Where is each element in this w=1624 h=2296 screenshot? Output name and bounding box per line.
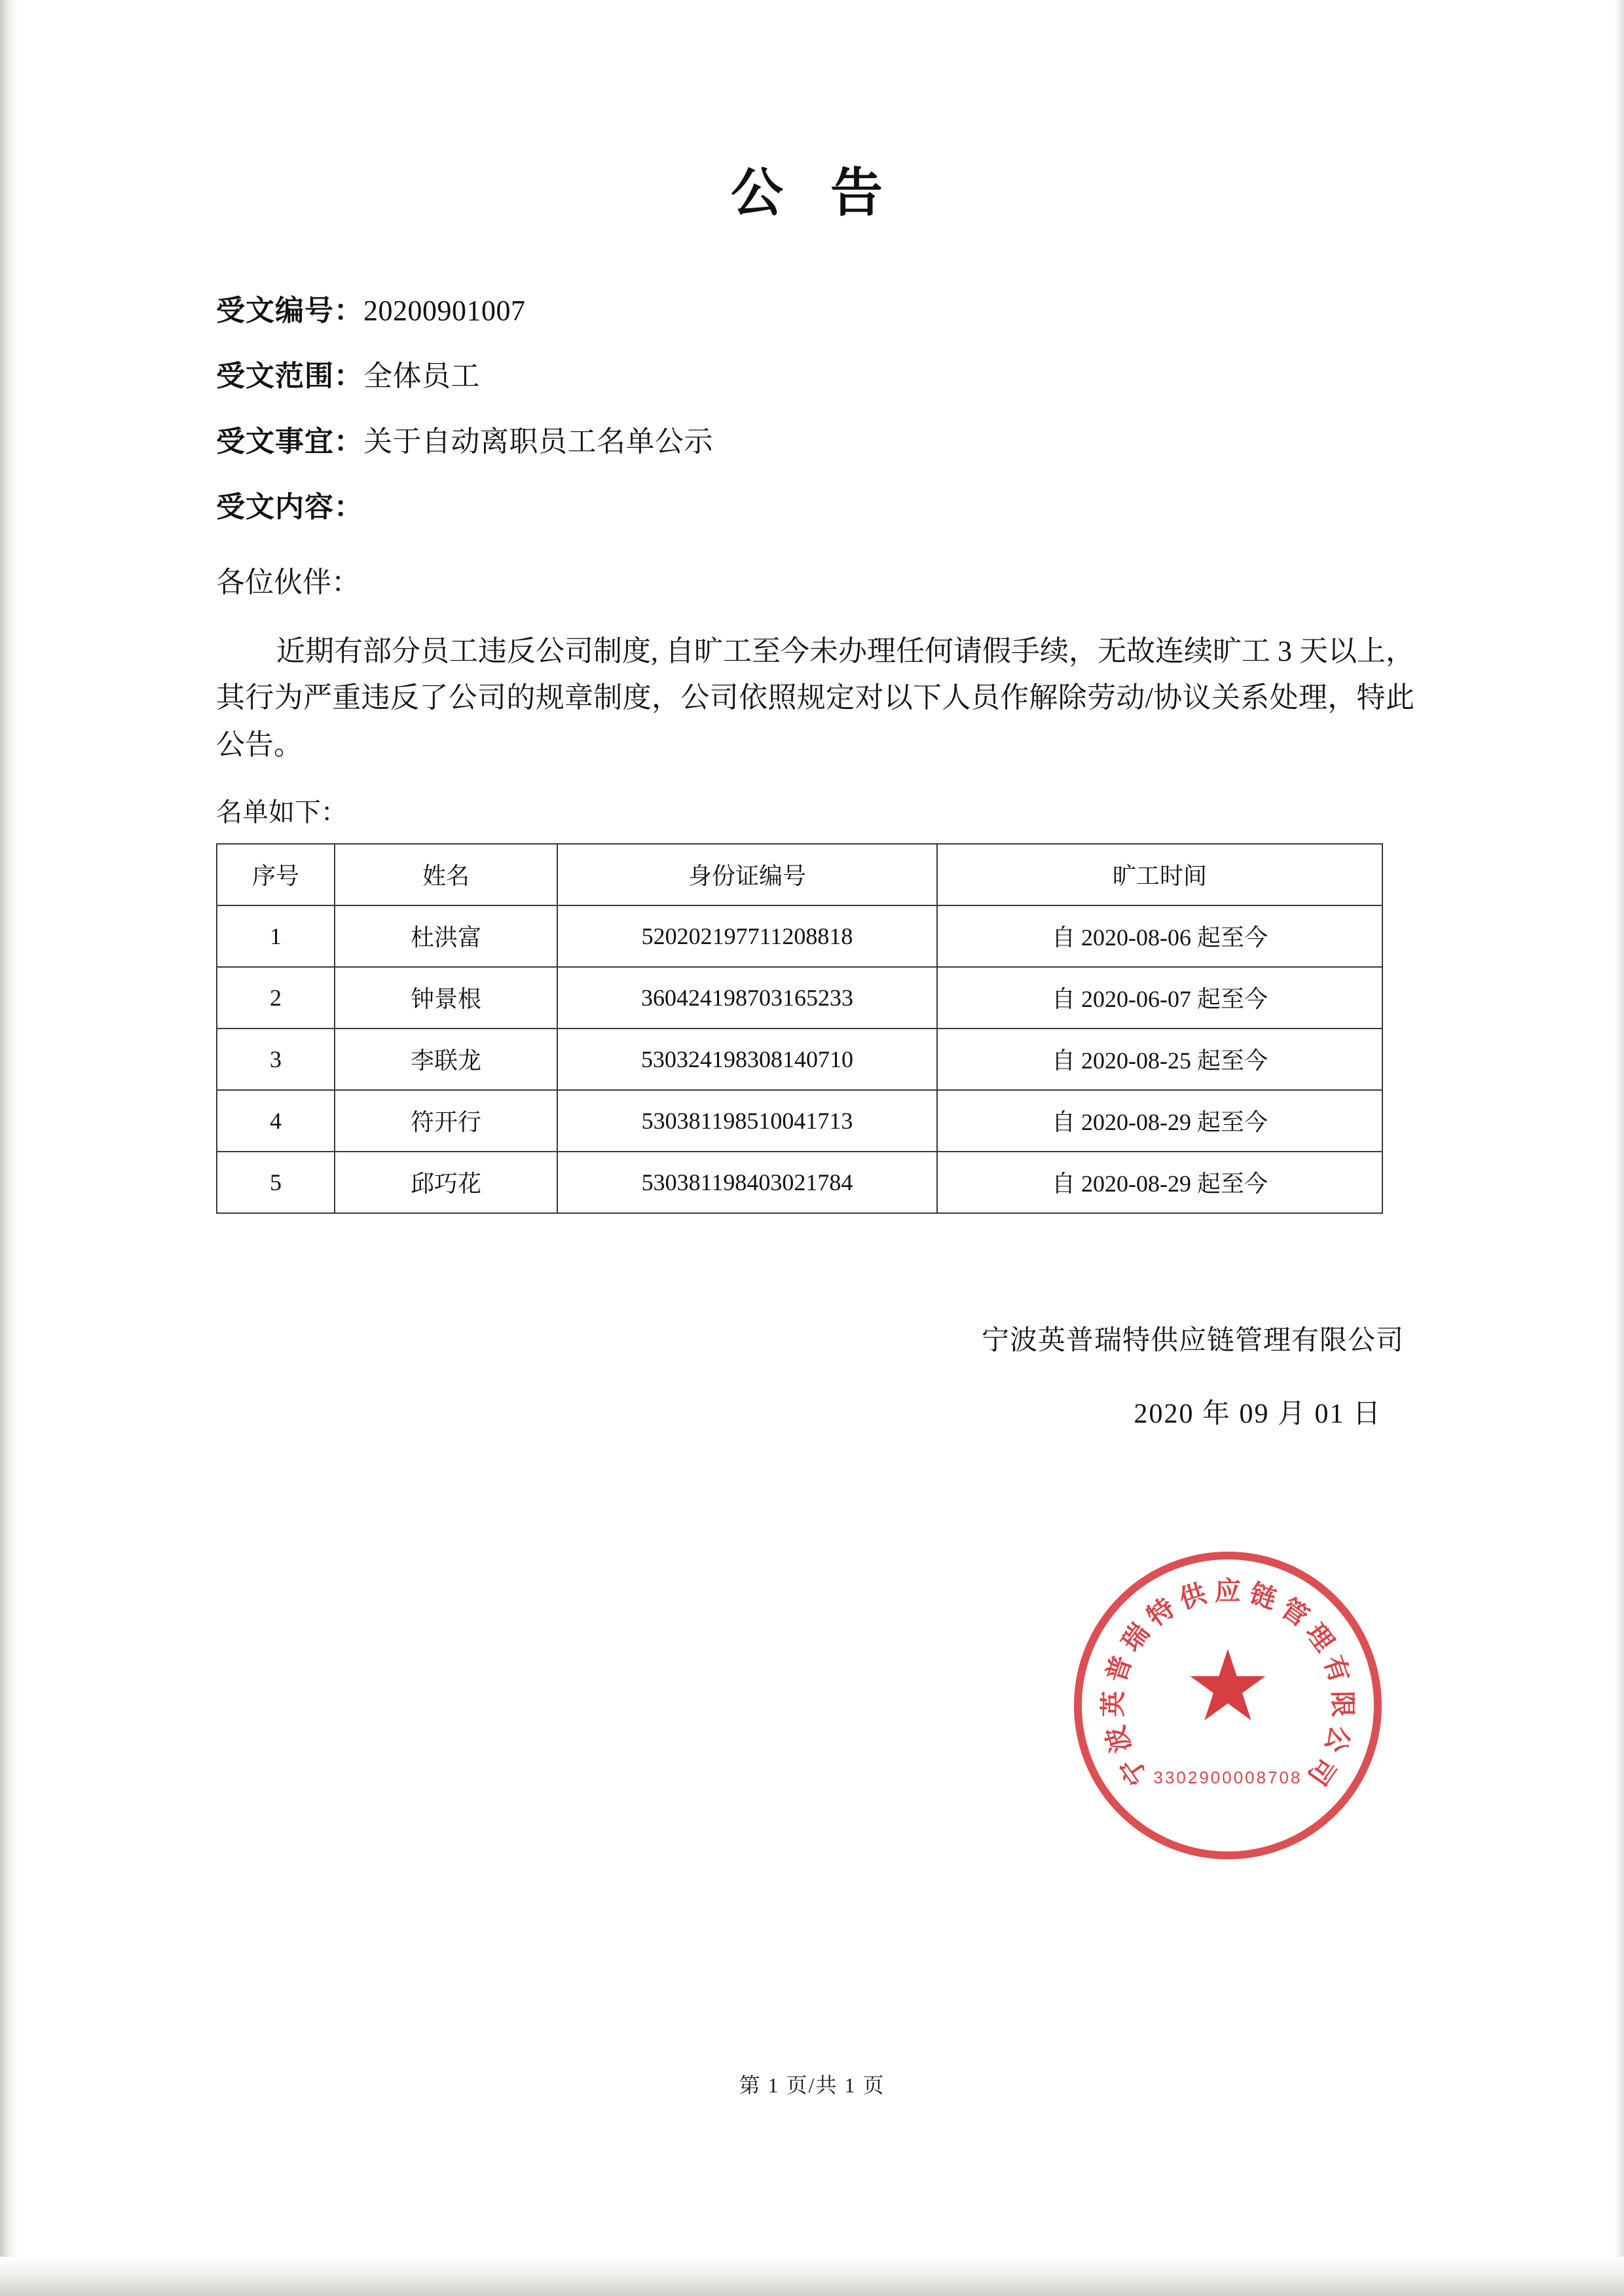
scan-edge-bottom (0, 2257, 1624, 2296)
field-doc-number (216, 297, 1414, 325)
cell-absence-time: 自 2020-08-29 起至今 (937, 1152, 1382, 1213)
field-doc-number-label: 受文编号： (216, 295, 363, 327)
table-row (217, 1090, 1382, 1152)
signature-date: 2020 年 09 月 01 日 (1134, 1398, 1382, 1429)
cell-absence-time: 自 2020-06-07 起至今 (937, 967, 1382, 1029)
seal-code: 3302900008708 (1153, 1768, 1302, 1787)
seal-arc-text: 宁 波 英 普 瑞 特 供 应 链 管 理 有 限 公 司 (1098, 1576, 1357, 1791)
cell-name: 杜洪富 (335, 905, 557, 967)
table-header-id: 身份证编号 (557, 844, 937, 905)
list-label: 名单如下： (216, 797, 347, 827)
field-subject (216, 428, 1414, 456)
field-subject-value: 关于自动离职员工名单公示 (363, 426, 713, 458)
field-scope (216, 362, 1414, 391)
table-row (217, 967, 1382, 1029)
field-doc-number-value: 20200901007 (363, 295, 526, 327)
cell-id: 530381198510041713 (557, 1090, 937, 1152)
field-scope-value: 全体员工 (363, 360, 480, 392)
table-row (217, 905, 1382, 967)
cell-index: 1 (217, 905, 335, 967)
body-paragraph: 近期有部分员工违反公司制度, 自旷工至今未办理任何请假手续，无故连续旷工 3 天以上，其行为严重违反了公司的规章制度，公司依照规定对以下人员作解除劳动/协议关系处理，特此公告。 (216, 635, 1414, 761)
cell-id: 530324198308140710 (557, 1029, 937, 1090)
table-header-name: 姓名 (335, 844, 557, 905)
cell-name: 邱巧花 (335, 1152, 557, 1213)
table-header-row (217, 844, 1382, 905)
cell-index: 5 (217, 1152, 335, 1213)
cell-name: 符开行 (335, 1090, 557, 1152)
field-subject-label: 受文事宜： (216, 426, 363, 458)
cell-absence-time: 自 2020-08-25 起至今 (937, 1029, 1382, 1090)
field-content (216, 493, 1414, 522)
cell-name: 钟景根 (335, 967, 557, 1029)
field-content-label: 受文内容： (216, 491, 363, 523)
field-scope-label: 受文范围： (216, 360, 363, 392)
page-title: 公 告 (731, 165, 900, 223)
cell-id: 530381198403021784 (557, 1152, 937, 1213)
cell-index: 2 (217, 967, 335, 1029)
cell-absence-time: 自 2020-08-29 起至今 (937, 1090, 1382, 1152)
page-footer: 第 1 页/共 1 页 (739, 2073, 885, 2097)
cell-index: 4 (217, 1090, 335, 1152)
scan-edge-right (1615, 0, 1624, 2296)
cell-id: 360424198703165233 (557, 967, 937, 1029)
salutation: 各位伙伴： (216, 566, 360, 598)
cell-name: 李联龙 (335, 1029, 557, 1090)
table-header-index: 序号 (217, 844, 335, 905)
star-icon: ★ (1183, 1632, 1272, 1741)
scan-edge-left (0, 0, 17, 2296)
signature-company: 宁波英普瑞特供应链管理有限公司 (981, 1325, 1404, 1356)
table-row (217, 1029, 1382, 1090)
employee-table (216, 843, 1383, 1214)
company-seal-stamp (1074, 1552, 1382, 1859)
cell-id: 520202197711208818 (557, 905, 937, 967)
table-header-absence-time: 旷工时间 (937, 844, 1382, 905)
cell-absence-time: 自 2020-08-06 起至今 (937, 905, 1382, 967)
signature-block (216, 1319, 1414, 1431)
seal-ring (1074, 1552, 1382, 1859)
table-row (217, 1152, 1382, 1213)
document-content (216, 151, 1414, 1431)
cell-index: 3 (217, 1029, 335, 1090)
